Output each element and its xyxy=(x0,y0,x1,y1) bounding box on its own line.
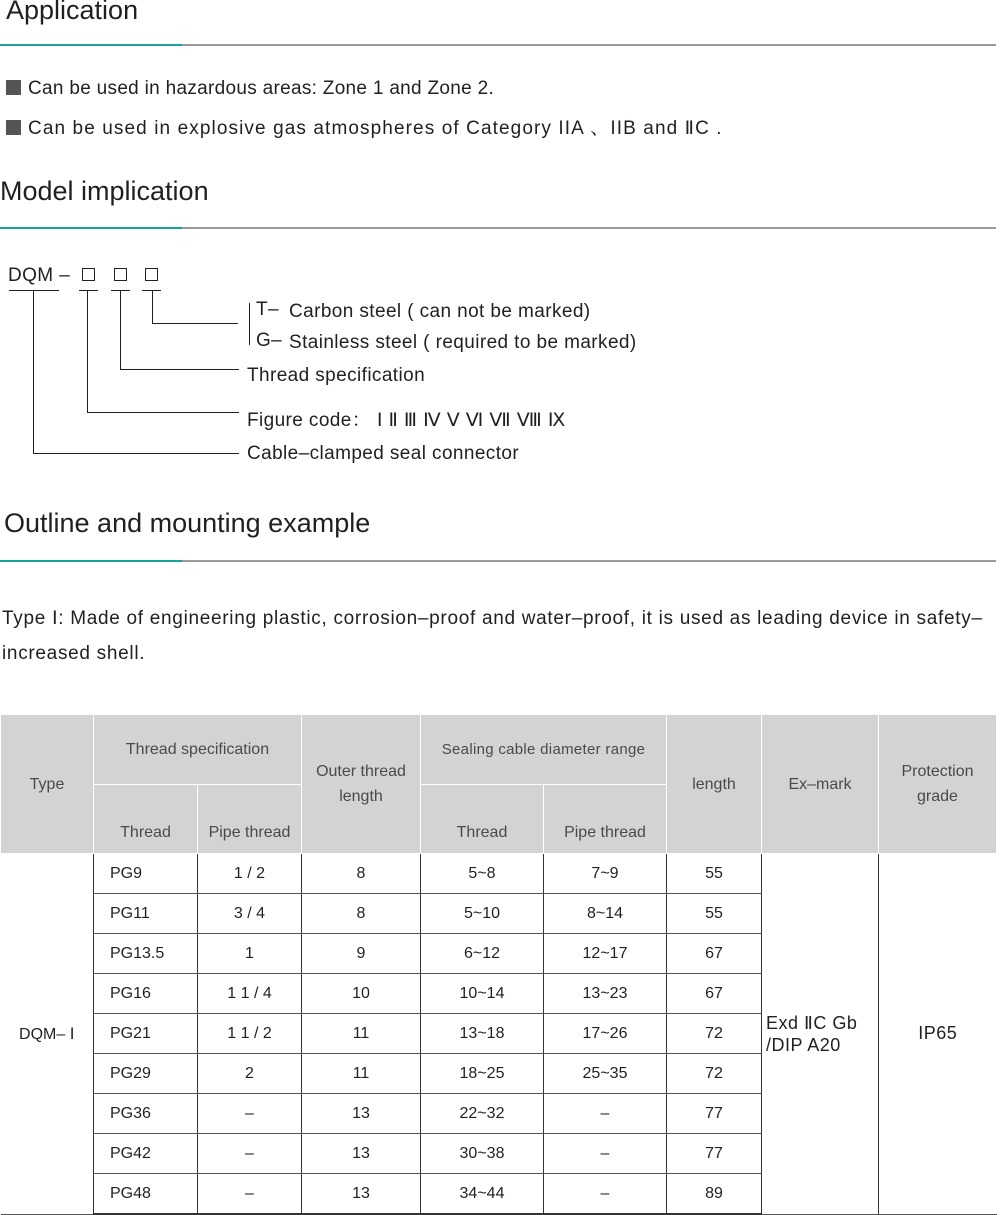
cell-seal-pipe-thread: 7~9 xyxy=(544,854,667,894)
leader-figure-v xyxy=(87,291,88,413)
cell-seal-thread: 30~38 xyxy=(421,1134,544,1174)
material-g-desc: Stainless steel ( required to be marked) xyxy=(289,332,637,353)
cell-length: 77 xyxy=(667,1094,762,1134)
cell-thread: PG48 xyxy=(94,1174,198,1215)
header-thread: Thread xyxy=(94,785,198,854)
cell-pipe-thread: – xyxy=(198,1094,302,1134)
leader-thread-v xyxy=(120,291,121,370)
cell-outer-thread-length: 9 xyxy=(302,934,421,974)
type-cell: DQM– Ⅰ xyxy=(1,854,94,1215)
connector-label: Cable–clamped seal connector xyxy=(247,443,520,464)
cell-seal-thread: 13~18 xyxy=(421,1014,544,1054)
cell-seal-pipe-thread: 8~14 xyxy=(544,894,667,934)
underline-box-1 xyxy=(79,290,98,291)
leader-thread-h xyxy=(120,369,239,370)
material-t-desc: Carbon steel ( can not be marked) xyxy=(289,301,591,322)
cell-length: 89 xyxy=(667,1174,762,1215)
material-g-label: G– xyxy=(256,330,283,351)
application-title: Application xyxy=(6,0,139,25)
application-bullet-2 xyxy=(6,113,723,140)
header-protection-grade: Protection grade xyxy=(879,715,997,854)
cell-seal-pipe-thread: 17~26 xyxy=(544,1014,667,1054)
cell-seal-pipe-thread: 12~17 xyxy=(544,934,667,974)
application-bullet-1 xyxy=(6,78,494,100)
header-pipe-thread: Pipe thread xyxy=(198,785,302,854)
header-seal-thread: Thread xyxy=(421,785,544,854)
cell-thread: PG13.5 xyxy=(94,934,198,974)
cell-pipe-thread: 2 xyxy=(198,1054,302,1094)
leader-material-h xyxy=(152,323,238,324)
cell-seal-thread: 6~12 xyxy=(421,934,544,974)
cell-length: 67 xyxy=(667,934,762,974)
cell-seal-thread: 18~25 xyxy=(421,1054,544,1094)
header-seal-pipe-thread: Pipe thread xyxy=(544,785,667,854)
cell-outer-thread-length: 11 xyxy=(302,1014,421,1054)
protection-cell: IP65 xyxy=(879,854,997,1215)
header-outer-thread-length: Outer thread length xyxy=(302,715,421,854)
code-box-3 xyxy=(145,268,158,281)
table-row xyxy=(1,854,997,894)
thread-spec-label: Thread specification xyxy=(247,365,426,386)
cell-seal-thread: 22~32 xyxy=(421,1094,544,1134)
cell-seal-pipe-thread: 25~35 xyxy=(544,1054,667,1094)
cell-thread: PG36 xyxy=(94,1094,198,1134)
outline-rule-accent xyxy=(0,560,182,562)
cell-thread: PG9 xyxy=(94,854,198,894)
cell-pipe-thread: 1 1 / 2 xyxy=(198,1014,302,1054)
cell-thread: PG11 xyxy=(94,894,198,934)
cell-seal-pipe-thread: – xyxy=(544,1134,667,1174)
bullet-text: Can be used in hazardous areas: Zone 1 and Zone 2. xyxy=(28,78,495,99)
leader-figure-h xyxy=(87,412,239,413)
header-sealing-range: Sealing cable diameter range xyxy=(421,715,667,785)
ex-mark-cell: Exd ⅡC Gb /DIP A20 xyxy=(762,854,879,1215)
outline-title: Outline and mounting example xyxy=(4,508,371,538)
header-thread-spec: Thread specification xyxy=(94,715,302,785)
cell-length: 77 xyxy=(667,1134,762,1174)
figure-code-label: Figure code： Ⅰ Ⅱ Ⅲ Ⅳ Ⅴ Ⅵ Ⅶ Ⅷ Ⅸ xyxy=(247,410,566,431)
cell-thread: PG16 xyxy=(94,974,198,1014)
cell-seal-thread: 5~10 xyxy=(421,894,544,934)
cell-length: 72 xyxy=(667,1054,762,1094)
cell-seal-thread: 5~8 xyxy=(421,854,544,894)
cell-length: 72 xyxy=(667,1014,762,1054)
header-type: Type xyxy=(1,715,94,854)
cell-length: 55 xyxy=(667,854,762,894)
bullet-square-icon xyxy=(6,80,21,95)
cell-pipe-thread: 1 xyxy=(198,934,302,974)
cell-seal-pipe-thread: – xyxy=(544,1174,667,1215)
cell-seal-thread: 10~14 xyxy=(421,974,544,1014)
cell-outer-thread-length: 8 xyxy=(302,894,421,934)
cell-seal-thread: 34~44 xyxy=(421,1174,544,1215)
code-box-1 xyxy=(82,268,95,281)
spec-table xyxy=(0,714,997,1215)
bullet-text: Can be used in explosive gas atmospheres of Category IIA 、IIB and ⅡC . xyxy=(28,118,723,139)
cell-outer-thread-length: 13 xyxy=(302,1134,421,1174)
header-ex-mark: Ex–mark xyxy=(762,715,879,854)
cell-length: 67 xyxy=(667,974,762,1014)
leader-connector-h xyxy=(33,453,239,454)
header-length: length xyxy=(667,715,762,854)
cell-outer-thread-length: 13 xyxy=(302,1174,421,1215)
cell-thread: PG42 xyxy=(94,1134,198,1174)
cell-pipe-thread: 1 / 2 xyxy=(198,854,302,894)
cell-outer-thread-length: 13 xyxy=(302,1094,421,1134)
cell-outer-thread-length: 8 xyxy=(302,854,421,894)
model-code-prefix: DQM – xyxy=(8,265,71,286)
model-rule-accent xyxy=(0,227,182,229)
bullet-square-icon xyxy=(6,120,21,135)
cell-length: 55 xyxy=(667,894,762,934)
cell-seal-pipe-thread: 13~23 xyxy=(544,974,667,1014)
cell-seal-pipe-thread: – xyxy=(544,1094,667,1134)
cell-outer-thread-length: 10 xyxy=(302,974,421,1014)
cell-pipe-thread: 1 1 / 4 xyxy=(198,974,302,1014)
application-rule-accent xyxy=(0,44,182,46)
leader-connector-v xyxy=(33,291,34,454)
cell-outer-thread-length: 11 xyxy=(302,1054,421,1094)
underline-dqm xyxy=(9,290,59,291)
cell-pipe-thread: – xyxy=(198,1174,302,1215)
outline-description: Type Ⅰ: Made of engineering plastic, corrosion–proof and water–proof, it is used as leading device in safety–increased shell. xyxy=(2,608,983,664)
cell-thread: PG21 xyxy=(94,1014,198,1054)
material-t-label: T– xyxy=(256,299,279,320)
cell-thread: PG29 xyxy=(94,1054,198,1094)
cell-pipe-thread: 3 / 4 xyxy=(198,894,302,934)
cell-pipe-thread: – xyxy=(198,1134,302,1174)
leader-material-v xyxy=(152,291,153,324)
code-box-2 xyxy=(114,268,127,281)
material-bracket xyxy=(249,303,250,345)
model-title: Model implication xyxy=(0,176,209,206)
